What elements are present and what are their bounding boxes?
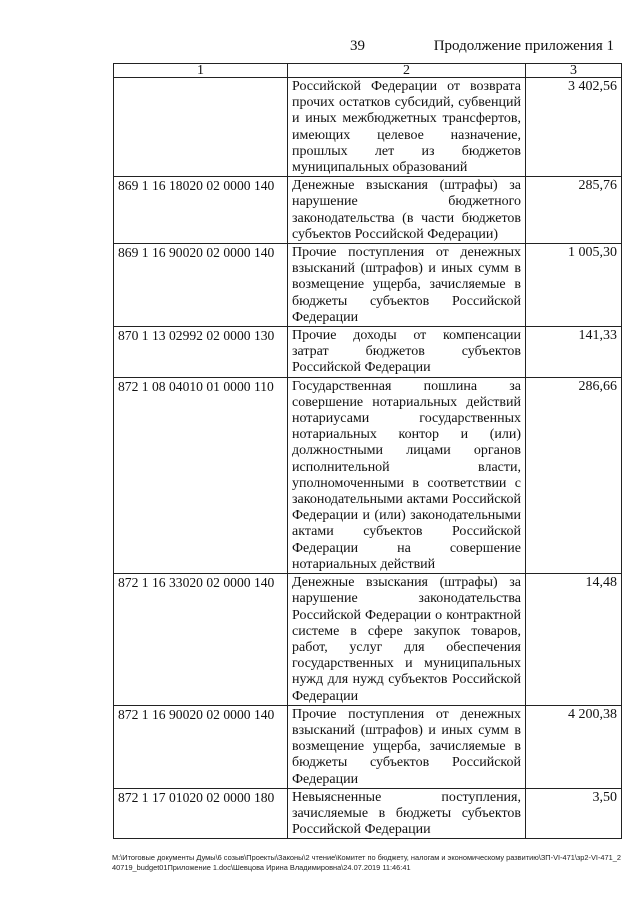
- row-code: 869 1 16 18020 02 0000 140: [114, 177, 288, 244]
- row-description: Невыясненные поступления, зачисляемые в бюджеты субъектов Российской Федерации: [288, 788, 526, 839]
- header-col-2: 2: [288, 64, 526, 78]
- table-row: [114, 574, 622, 706]
- table-row: [114, 377, 622, 573]
- row-amount: 285,76: [526, 177, 622, 244]
- row-code: 872 1 16 90020 02 0000 140: [114, 705, 288, 788]
- row-description: Прочие поступления от денежных взысканий (штрафов) и иных сумм в возмещение ущерба, зачисляемые в бюджеты субъектов Российской Федерации: [288, 705, 526, 788]
- row-code: 870 1 13 02992 02 0000 130: [114, 327, 288, 378]
- row-description: Российской Федерации от возврата прочих остатков субсидий, субвенций и иных межбюджетных трансфертов, имеющих целевое назначение, прошлых лет из бюджетов муниципальных образований: [288, 78, 526, 177]
- row-code: 872 1 16 33020 02 0000 140: [114, 574, 288, 706]
- header-col-3: 3: [526, 64, 622, 78]
- row-code: 872 1 17 01020 02 0000 180: [114, 788, 288, 839]
- row-amount: 14,48: [526, 574, 622, 706]
- table-row: [114, 788, 622, 839]
- table-row: [114, 244, 622, 327]
- revenue-table: [113, 63, 622, 839]
- row-amount: 3 402,56: [526, 78, 622, 177]
- table-row: [114, 705, 622, 788]
- row-amount: 3,50: [526, 788, 622, 839]
- row-description: Государственная пошлина за совершение нотариальных действий нотариусами государственных нотариальных контор и (или) должностными лицами органов исполнительной власти, уполномоченными в соответствии с законодательными актами Российской Федерации и (или) законодательными актами субъектов Российской Федерации на совершение нотариальных действий: [288, 377, 526, 573]
- page-number: 39: [350, 38, 365, 54]
- row-amount: 1 005,30: [526, 244, 622, 327]
- header-col-1: 1: [114, 64, 288, 78]
- row-description: Прочие поступления от денежных взысканий (штрафов) и иных сумм в возмещение ущерба, зачисляемые в бюджеты субъектов Российской Федерации: [288, 244, 526, 327]
- row-description: Денежные взыскания (штрафы) за нарушение бюджетного законодательства (в части бюджетов субъектов Российской Федерации): [288, 177, 526, 244]
- row-amount: 286,66: [526, 377, 622, 573]
- file-path-footer: М:\Итоговые документы Думы\6 созыв\Проекты\Законы\2 чтение\Комитет по бюджету, налогам и экономическому развитию\ЗП-VI-471\зр2-VI-471_240719_budget01Приложение 1.doc\Шевцова Ирина Владимировна\24.07.2019 11:46:41: [112, 853, 621, 872]
- table-header-row: [114, 64, 622, 78]
- row-code: [114, 78, 288, 177]
- row-amount: 141,33: [526, 327, 622, 378]
- row-description: Прочие доходы от компенсации затрат бюджетов субъектов Российской Федерации: [288, 327, 526, 378]
- continuation-label: Продолжение приложения 1: [433, 38, 614, 54]
- table-row: [114, 327, 622, 378]
- table-row: [114, 78, 622, 177]
- row-description: Денежные взыскания (штрафы) за нарушение законодательства Российской Федерации о контрактной системе в сфере закупок товаров, работ, услуг для обеспечения государственных и муниципальных нужд для нужд субъектов Российской Федерации: [288, 574, 526, 706]
- row-amount: 4 200,38: [526, 705, 622, 788]
- row-code: 869 1 16 90020 02 0000 140: [114, 244, 288, 327]
- row-code: 872 1 08 04010 01 0000 110: [114, 377, 288, 573]
- table-row: [114, 177, 622, 244]
